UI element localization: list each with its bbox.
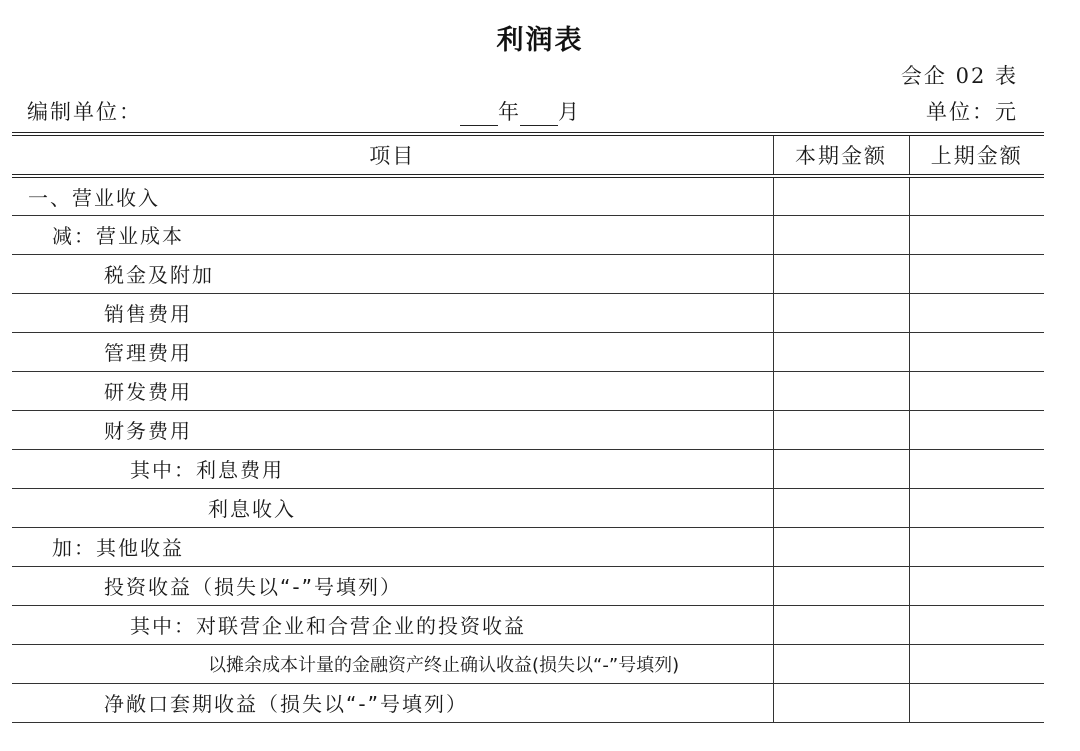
- statement-meta: [0, 96, 1080, 128]
- row-label-associate-jv-income: 其中：对联营企业和合营企业的投资收益: [12, 605, 773, 644]
- row-label-admin-expenses: 管理费用: [12, 332, 773, 371]
- form-code: 会企 02 表: [900, 64, 1018, 88]
- row-label-operating-cost: 减：营业成本: [12, 215, 773, 254]
- table-row: [12, 449, 1044, 488]
- prior-amount-cell: [909, 215, 1044, 254]
- current-amount-cell: [773, 410, 909, 449]
- table-row: [12, 644, 1044, 683]
- prior-amount-cell: [909, 488, 1044, 527]
- row-label-selling-expenses: 销售费用: [12, 293, 773, 332]
- current-amount-cell: [773, 683, 909, 722]
- current-amount-cell: [773, 371, 909, 410]
- prior-amount-cell: [909, 527, 1044, 566]
- header-current-period: 本期金额: [773, 134, 909, 176]
- current-amount-cell: [773, 293, 909, 332]
- prior-amount-cell: [909, 683, 1044, 722]
- current-amount-cell: [773, 449, 909, 488]
- table-row: [12, 605, 1044, 644]
- table-row: [12, 371, 1044, 410]
- table-row: [12, 527, 1044, 566]
- prior-amount-cell: [909, 566, 1044, 605]
- row-label-rd-expenses: 研发费用: [12, 371, 773, 410]
- statement-title: 利润表: [496, 25, 584, 56]
- table-row: [12, 488, 1044, 527]
- current-amount-cell: [773, 254, 909, 293]
- month-blank: [520, 103, 558, 126]
- row-label-net-hedge-income: 净敞口套期收益（损失以“-”号填列）: [12, 683, 773, 722]
- prior-amount-cell: [909, 293, 1044, 332]
- month-label: 月: [558, 100, 580, 124]
- table-row: [12, 566, 1044, 605]
- currency-unit-label: 单位：元: [926, 100, 1018, 124]
- current-amount-cell: [773, 488, 909, 527]
- table-row: [12, 332, 1044, 371]
- income-statement-table: [12, 132, 1044, 723]
- table-row: [12, 410, 1044, 449]
- table-row: [12, 683, 1044, 722]
- prior-amount-cell: [909, 371, 1044, 410]
- row-label-taxes-surcharges: 税金及附加: [12, 254, 773, 293]
- row-label-derecognition-income: 以摊余成本计量的金融资产终止确认收益(损失以“-”号填列): [12, 644, 773, 683]
- row-label-operating-revenue: 一、营业收入: [12, 176, 773, 215]
- current-amount-cell: [773, 527, 909, 566]
- current-amount-cell: [773, 176, 909, 215]
- prior-amount-cell: [909, 449, 1044, 488]
- current-amount-cell: [773, 215, 909, 254]
- table-header-row: [12, 134, 1044, 176]
- header-prior-period: 上期金额: [909, 134, 1044, 176]
- current-amount-cell: [773, 332, 909, 371]
- table-row: [12, 254, 1044, 293]
- table-row: [12, 176, 1044, 215]
- prior-amount-cell: [909, 254, 1044, 293]
- prior-amount-cell: [909, 410, 1044, 449]
- current-amount-cell: [773, 644, 909, 683]
- table-row: [12, 293, 1044, 332]
- table-row: [12, 215, 1044, 254]
- row-label-other-income: 加：其他收益: [12, 527, 773, 566]
- current-amount-cell: [773, 605, 909, 644]
- row-label-interest-income: 利息收入: [12, 488, 773, 527]
- header-item: 项目: [12, 134, 773, 176]
- prior-amount-cell: [909, 644, 1044, 683]
- preparer-label: 编制单位：: [27, 100, 142, 124]
- prior-amount-cell: [909, 176, 1044, 215]
- row-label-interest-expense: 其中：利息费用: [12, 449, 773, 488]
- row-label-financial-expenses: 财务费用: [12, 410, 773, 449]
- row-label-investment-income: 投资收益（损失以“-”号填列）: [12, 566, 773, 605]
- year-blank: [460, 103, 498, 126]
- period-field: [460, 96, 580, 126]
- current-amount-cell: [773, 566, 909, 605]
- prior-amount-cell: [909, 605, 1044, 644]
- prior-amount-cell: [909, 332, 1044, 371]
- year-label: 年: [498, 100, 520, 124]
